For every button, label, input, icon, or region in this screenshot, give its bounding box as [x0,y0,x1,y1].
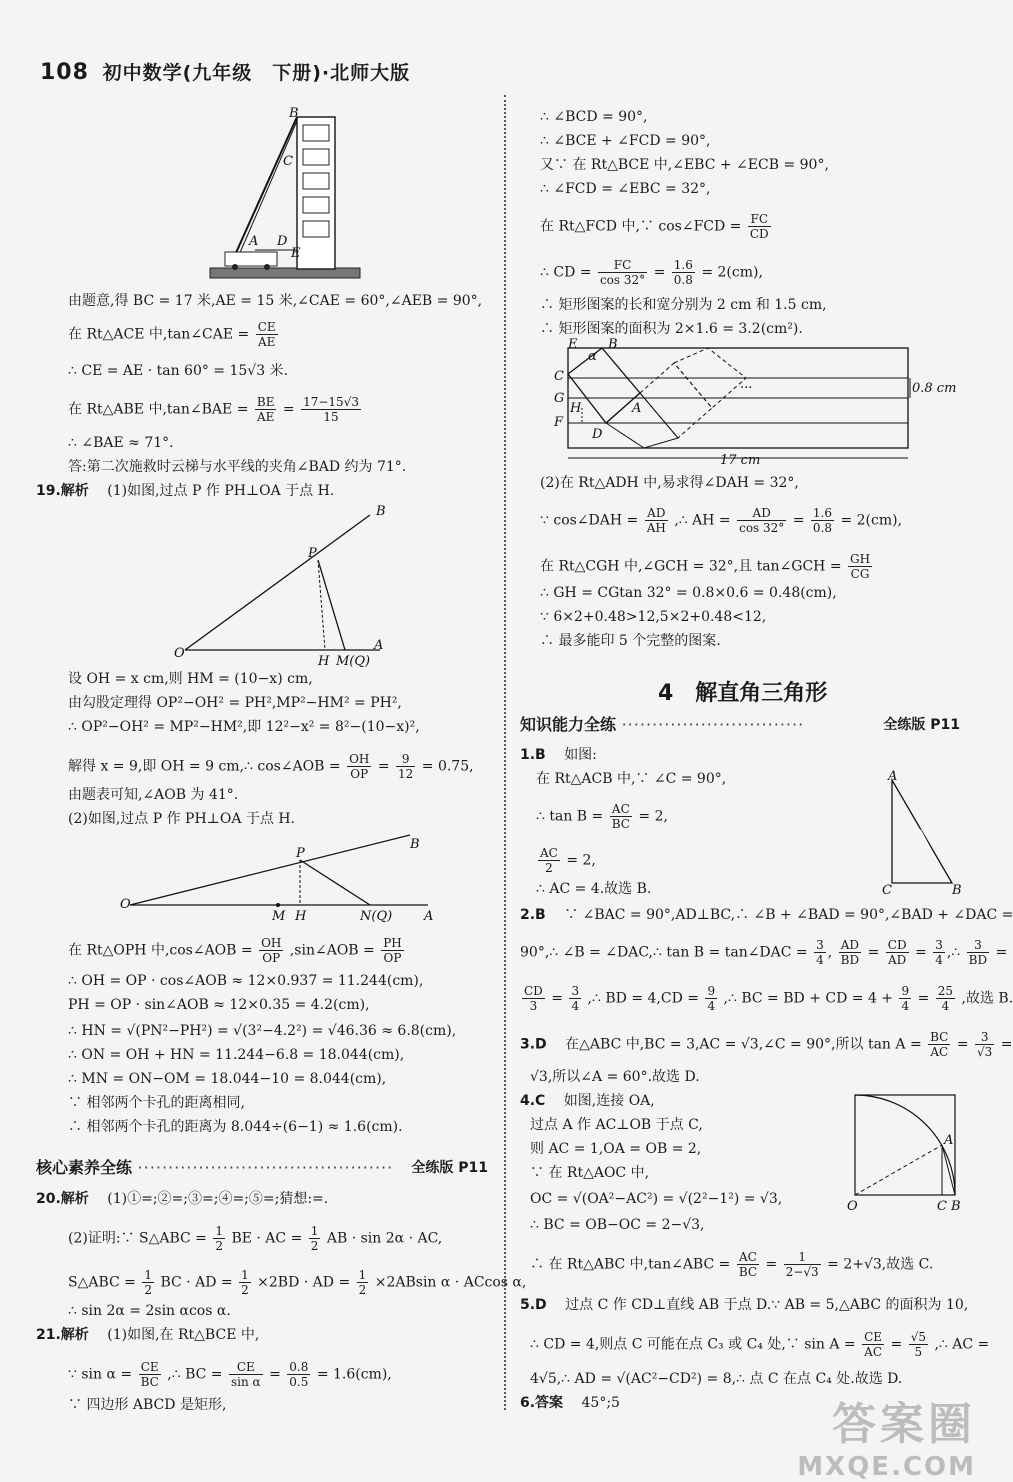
page-header [40,58,410,85]
fraction [213,1224,225,1253]
text-span: 在 Rt△OPH 中,cos∠AOB = [68,942,253,959]
text-span: 解得 x = 9,即 OH = 9 cm,∴ cos∠AOB = [68,758,341,775]
fraction [848,552,872,581]
label-H: H [295,909,307,924]
text-span: (1)①=;②=;③=;④=;⑤=;猜想:=. [107,1191,329,1207]
column-divider [504,95,506,1410]
text-span: BC · AD = [160,1274,233,1291]
text-line: ∴ MN = ON−OM = 18.044−10 = 8.044(cm), [68,1071,387,1087]
fraction [569,984,581,1013]
text-line [68,320,280,349]
fraction [522,984,545,1013]
denominator: 4 [935,953,943,967]
text-span: ,故选 B. [961,990,1013,1007]
numerator: OH [349,752,370,766]
text-span: ∵ ∠BAC = 90°,AD⊥BC,∴ ∠B + ∠BAD = 90°,∠BAD + ∠DAC = [564,907,1013,923]
numerator: √5 [910,1330,926,1344]
denominator: OP [262,951,281,965]
numerator: CE [229,1360,263,1375]
dot-leader: ······························ [621,715,805,734]
text-span: 过点 C 作 CD⊥直线 AB 于点 D.∵ AB = 5,△ABC 的面积为 10, [565,1297,969,1313]
numerator: CE [139,1360,161,1375]
fraction [975,1030,994,1059]
label-B: B [952,883,962,898]
text-line [68,1268,526,1297]
text-line: 在 Rt△ACB 中,∵ ∠C = 90°, [536,771,727,787]
numerator: 0.8 [289,1360,309,1374]
label-B: B [951,1199,961,1214]
fraction [967,938,989,967]
denominator: AE [257,335,276,349]
text-span: ×2ABsin α · ACcos α, [374,1274,527,1291]
text-span: 在△ABC 中,BC = 3,AC = √3,∠C = 90°,所以 tan A = [565,1036,922,1053]
numerator: 9 [901,984,910,998]
denominator: 0.8 [673,273,693,287]
text-span: S△ABC = [68,1274,136,1291]
numerator: OH [261,936,282,950]
fraction [705,984,717,1013]
fraction [784,1250,821,1279]
text-line: ∴ AC = 4.故选 B. [536,881,652,897]
text-line: 由勾股定理得 OP²−OH² = PH²,MP²−HM² = PH², [68,695,402,711]
text-line: 答:第二次施救时云梯与水平线的夹角∠BAD 约为 71°. [68,459,407,475]
fraction [142,1268,154,1297]
fraction [936,984,955,1013]
label-D: D [277,234,288,249]
fraction [933,938,945,967]
denominator: 0.8 [812,521,833,535]
text-span: = [551,990,563,1007]
page-reference: 全练版 P11 [411,1160,488,1176]
watermark-url: MXQE.COM [797,1452,976,1482]
text-line: ∴ sin 2α = 2sin αcos α. [68,1303,231,1319]
denominator: AC [864,1345,883,1359]
section-title: 知识能力全练 [520,715,617,734]
question-number: 20.解析 [36,1191,89,1207]
denominator: 12 [398,767,414,781]
denominator: 2 [215,1239,223,1253]
text-span: = [956,1036,969,1053]
denominator: 2 [310,1239,319,1253]
label-C: C [882,883,892,898]
text-line [68,1224,442,1253]
figure-21-strip [550,338,960,468]
denominator: 4 [707,999,716,1013]
text-line: ∴ BC = OB−OC = 2−√3, [530,1217,705,1233]
figure-19-1 [170,504,400,669]
denominator: 15 [323,410,339,424]
text-line: 则 AC = 1,OA = OB = 2, [530,1141,702,1157]
text-span: ∵ cos∠DAH = [540,512,639,529]
question-number: 1.B [520,747,546,763]
fraction [748,212,771,241]
dot-leader: ·········································· [137,1158,394,1177]
question-19 [36,482,334,500]
text-line: 在 Rt△ABE 中,tan∠BAE = $\frac{BE}{AE}$ = $\frac{17-15√3}{15}$ [68,395,359,424]
denominator: AC [930,1045,949,1059]
question-number: 21.解析 [36,1327,89,1343]
label-O: O [847,1199,858,1214]
text-span: = 1.6(cm), [316,1366,392,1383]
label-D: D [592,427,603,442]
text-line: 由题表可知,∠AOB 为 41°. [68,787,239,803]
numerator: 1 [215,1224,223,1238]
text-line [540,552,874,581]
question-6 [520,1394,620,1412]
denominator: cos 32° [739,521,785,535]
fraction [610,802,632,831]
text-line: ∵ 四边形 ABCD 是矩形, [68,1397,227,1413]
text-span: 在 Rt△ACE 中,tan∠CAE = [68,326,250,343]
text-line: ∴ 矩形图案的面积为 2×1.6 = 3.2(cm²). [540,321,803,337]
numerator: AD [839,938,861,953]
text-line: ∴ ∠BCE + ∠FCD = 90°, [540,133,711,149]
text-span: ,∴ BC = [167,1366,223,1383]
numerator: 3 [975,1030,994,1045]
denominator: 2 [545,861,553,875]
text-line: ∴ CD = 4,则点 C 可能在点 C₃ 或 C₄ 处,∵ sin A = $\frac{CE}{AC}$ = $\frac{√5}{5}$ ,∴ AC = [530,1330,990,1359]
label-P: P [308,546,317,561]
denominator: sin α [230,1375,261,1389]
text-line: ∴ 相邻两个卡孔的距离为 8.044÷(6−1) ≈ 1.6(cm). [68,1119,403,1135]
watermark [797,1388,976,1482]
text-span: = 2, [566,852,596,869]
label-A: A [424,909,434,924]
question-number: 5.D [520,1297,547,1313]
label-E: E [568,337,578,352]
numerator: FC [748,212,771,227]
question-number: 6.答案 [520,1395,564,1411]
text-line: 由题意,得 BC = 17 米,AE = 15 米,∠CAE = 60°,∠AEB = 90°, [68,293,483,309]
text-span: = 2, [638,808,668,825]
denominator: AD [888,953,907,967]
text-line: 设 OH = x cm,则 HM = (10−x) cm, [68,671,313,687]
text-line: PH = OP · sin∠AOB ≈ 12×0.35 = 4.2(cm), [68,997,370,1013]
fraction [381,936,404,965]
denominator: BC [140,1375,159,1389]
fraction [259,936,283,965]
fraction [862,1330,884,1359]
numerator: 1.6 [812,506,833,520]
text-span: = 2(cm), [840,512,903,529]
denominator: AE [256,410,275,424]
label-B: B [410,837,420,852]
numerator: AC [610,802,632,817]
numerator: 9 [396,752,415,767]
fraction [814,938,826,967]
page-reference: 全练版 P11 [883,717,960,733]
denominator: CD [749,227,769,241]
denominator: 4 [901,999,910,1013]
label-width: 0.8 cm [912,381,957,396]
text-line: 4√5,∴ AD = √(AC²−CD²) = 8,∴ 点 C 在点 C₄ 处.故选 D. [530,1371,903,1387]
numerator: CD [524,984,543,998]
label-length: 17 cm [720,453,761,468]
label-NQ: N(Q) [360,909,393,924]
fraction [301,395,361,424]
text-span: (1)如图,在 Rt△BCE 中, [107,1327,260,1343]
fraction [737,1250,759,1279]
text-span: (2)证明:∵ S△ABC = [68,1230,207,1247]
denominator: BC [738,1265,758,1279]
text-line: ∵ 在 Rt△AOC 中, [530,1165,650,1181]
fraction [737,506,786,535]
denominator: AH [646,521,666,535]
label-A: A [249,234,259,249]
label-B: B [608,337,618,352]
text-line [536,802,668,831]
denominator: 4 [816,953,824,967]
denominator: CG [850,567,870,581]
numerator: AC [737,1250,759,1265]
text-line: (2)在 Rt△ADH 中,易求得∠DAH = 32°, [540,475,799,491]
numerator: 1 [310,1224,319,1238]
text-span: ,∴ BC = BD + CD = 4 + [723,990,894,1007]
text-span: = 0.75, [421,758,474,775]
label-B: B [289,106,299,121]
numerator: AC [540,846,558,860]
fraction [645,506,668,535]
label-E: E [291,246,301,261]
numerator: 9 [707,984,716,998]
fraction [886,938,909,967]
label-A: A [888,769,898,784]
denominator: cos 32° [599,273,646,287]
fraction [287,1360,310,1389]
text-span: = 2(cm), [701,264,763,281]
fraction [347,752,371,781]
denominator: √3 [977,1045,993,1059]
text-span: ∴ tan B = [536,808,604,825]
text-span: ,∴ AC = [934,1336,990,1353]
fraction [256,320,278,349]
question-number: 2.B [520,907,546,923]
fraction [839,938,861,967]
fraction [357,1268,369,1297]
text-span: (1)如图,过点 P 作 PH⊥OA 于点 H. [107,483,335,499]
text-line: ∴ HN = √(PN²−PH²) = √(3²−4.2²) = √46.36 ≈ 6.8(cm), [68,1023,457,1039]
denominator: OP [350,767,369,781]
numerator: 1 [358,1268,367,1282]
label-O: O [120,897,131,912]
numerator: BE [256,395,275,409]
text-line: ∴ GH = CGtan 32° = 0.8×0.6 = 0.48(cm), [540,585,837,601]
fraction [396,752,415,781]
text-line: $\frac{CD}{3}$ = $\frac{3}{4}$ ,∴ BD = 4,CD = $\frac{9}{4}$ ,∴ BC = BD + CD = 4 + $\frac{9}{4}$ = $\frac{25}{4}$ ,故选 B. [524,984,1013,1013]
text-line: (2)如图,过点 P 作 PH⊥OA 于点 H. [68,811,295,827]
label-H: H [318,654,330,669]
label-H: H [570,401,582,416]
text-line: ∴ OP²−OH² = MP²−HM²,即 12²−x² = 8²−(10−x)², [68,719,420,735]
label-O: O [174,646,185,661]
fraction [139,1360,161,1389]
numerator: 3 [967,938,989,953]
watermark-logo-text: 答案圈 [832,1399,976,1450]
text-span: 在 Rt△FCD 中,∵ cos∠FCD = [540,218,742,235]
numerator: 3 [935,938,943,952]
fire-ladder-figure [205,105,365,285]
text-line: ∴ 矩形图案的长和宽分别为 2 cm 和 1.5 cm, [540,297,827,313]
text-line: ∵ cos∠DAH = $\frac{AD}{AH}$ ,∴ AH = $\frac{AD}{\cos 32^\circ}$ = $\frac{1.6}{0.8}$ = 2(cm), [540,506,903,535]
numerator: BC [930,1030,949,1044]
denominator: 0.5 [289,1375,309,1389]
numerator: AD [737,506,786,521]
fraction [909,1330,928,1359]
text-span: BE · AC = [231,1230,303,1247]
book-title: 初中数学(九年级 下册)·北师大版 [102,62,411,84]
question-4 [520,1092,655,1110]
text-span: 在 Rt△CGH 中,∠GCH = 32°,且 tan∠GCH = [540,558,842,575]
text-span: = 2+√3,故选 C. [827,1256,934,1273]
denominator: BD [840,953,860,967]
question-5 [520,1296,968,1314]
label-F: F [554,415,564,430]
text-span: 90°,∴ ∠B = ∠DAC,∴ tan B = tan∠DAC = [520,944,808,961]
denominator: 2 [241,1283,249,1297]
question-20 [36,1190,328,1208]
text-span: ,∴ BD = 4,CD = [587,990,699,1007]
question-2 [520,906,1013,924]
text-span: ∴ 在 Rt△ABC 中,tan∠ABC = [530,1256,731,1273]
numerator: GH [850,552,871,566]
denominator: 5 [914,1345,923,1359]
numerator: 1 [241,1268,249,1282]
text-line: 过点 A 作 AC⊥OB 于点 C, [530,1117,703,1133]
text-line: ∴ ∠BAE ≈ 71°. [68,435,174,451]
numerator: 17−15√3 [303,395,359,409]
label-C: C [283,154,293,169]
denominator: 4 [941,999,950,1013]
text-span: ∴ CD = [540,264,592,281]
numerator: 3 [571,984,580,998]
denominator: 2 [358,1283,367,1297]
section-core-literacy [36,1155,488,1178]
text-line: ∴ 最多能印 5 个完整的图案. [540,633,721,649]
numerator: FC [598,258,647,273]
text-line: ∴ ∠FCD = ∠EBC = 32°, [540,181,711,197]
denominator: 3 [529,999,538,1013]
fraction [672,258,695,287]
fraction [239,1268,251,1297]
fraction [598,258,647,287]
text-span: ∴ CD = 4,则点 C 可能在点 C₃ 或 C₄ 处,∵ sin A = [530,1336,856,1353]
fraction [309,1224,321,1253]
numerator: 1 [144,1268,153,1282]
text-span: AB · sin 2α · AC, [326,1230,443,1247]
numerator: 1 [784,1250,821,1265]
label-M: M [272,909,286,924]
text-line: ∴ CE = AE · tan 60° = 15√3 米. [68,363,289,379]
label-A: A [632,401,642,416]
text-line: ∴ CD = $\frac{FC}{\cos 32^\circ}$ = $\frac{1.6}{0.8}$ = 2(cm), [540,258,763,287]
denominator: 4 [571,999,580,1013]
figure-q4-arc [845,1090,970,1215]
text-line: ∴ ∠BCD = 90°, [540,109,648,125]
answer-value: 45°;5 [581,1395,620,1411]
fraction [928,1030,950,1059]
text-line: ∵ 相邻两个卡孔的距离相同, [68,1095,245,1111]
label-MQ: M(Q) [336,654,371,669]
label-C: C [937,1199,947,1214]
question-number: 3.D [520,1036,547,1053]
label-A: A [374,638,384,653]
text-span: 如图,连接 OA, [563,1093,655,1109]
label-C: C [554,369,564,384]
figure-19-2 [118,830,448,925]
fraction [229,1360,263,1389]
page-number: 108 [40,60,89,85]
fraction [811,506,834,535]
numerator: PH [383,936,402,950]
denominator: 2 [144,1283,153,1297]
label-A: A [944,1133,954,1148]
text-span: 在 Rt△ABE 中,tan∠BAE = [68,401,249,418]
text-line: √3,所以∠A = 60°.故选 D. [530,1069,700,1085]
fraction [255,395,277,424]
numerator: CE [257,320,276,334]
text-line: ∵ sin α = $\frac{CE}{BC}$ ,∴ BC = $\frac{CE}{\text{sin α}}$ = $\frac{0.8}{0.5}$ = 1.6(cm), [68,1360,392,1389]
label-B: B [376,504,386,519]
question-number: 19.解析 [36,483,89,499]
denominator: 2−√3 [785,1265,819,1279]
question-1 [520,746,597,764]
label-P: P [296,846,305,861]
denominator: OP [383,951,402,965]
text-line: 又∵ 在 Rt△BCE 中,∠EBC + ∠ECB = 90°, [540,157,829,173]
section-4-title: 4 解直角三角形 [658,681,828,706]
label-G: G [554,391,565,406]
text-line: 90°,∴ ∠B = ∠DAC,∴ tan B = tan∠DAC = $\frac{3}{4}$ , $\frac{AD}{BD}$ = $\frac{CD}{AD}$ = $\frac{3}{4}$ ,∴ $\frac{3}{BD}$ = [520,938,1008,967]
numerator: CD [887,938,907,952]
question-3: 3.D 在△ABC 中,BC = 3,AC = √3,∠C = 90°,所以 tan A = $\frac{BC}{AC}$ = $\frac{3}{√3}$ = [520,1030,1013,1059]
fraction [538,846,560,875]
numerator: 25 [937,984,954,998]
denominator: BD [968,953,988,967]
text-line [536,846,596,875]
label-alpha: α [588,349,597,364]
question-21 [36,1326,259,1344]
question-number: 4.C [520,1093,546,1109]
text-line: ∵ 6×2+0.48>12,5×2+0.48<12, [540,609,767,625]
fraction [899,984,911,1013]
text-span: ,∴ AH = [674,512,731,529]
text-line [68,936,406,965]
text-span: ×2BD · AD = [257,1274,351,1291]
text-line [540,212,773,241]
label-ellipsis: ... [740,377,753,392]
numerator: AD [645,506,668,521]
text-span: ,sin∠AOB = [289,942,375,959]
figure-q1-triangle [880,769,962,898]
text-line: ∴ ON = OH + HN = 11.244−6.8 = 18.044(cm), [68,1047,405,1063]
numerator: 3 [816,938,824,952]
text-line: OC = √(OA²−AC²) = √(2²−1²) = √3, [530,1191,783,1207]
section-title: 核心素养全练 [36,1158,133,1177]
denominator: BC [611,817,630,831]
numerator: 1.6 [673,258,693,272]
text-line: 解得 x = 9,即 OH = 9 cm,∴ cos∠AOB = $\frac{OH}{OP}$ = $\frac{9}{12}$ = 0.75, [68,752,474,781]
section-knowledge [520,712,960,735]
numerator: CE [864,1330,883,1344]
text-line: ∴ 在 Rt△ABC 中,tan∠ABC = $\frac{AC}{BC}$ = $\frac{1}{2-√3}$ = 2+√3,故选 C. [530,1250,934,1279]
text-line: ∴ OH = OP · cos∠AOB ≈ 12×0.937 = 11.244(cm), [68,973,424,989]
text-span: 如图: [564,747,597,763]
text-span: ∵ sin α = [68,1366,133,1383]
